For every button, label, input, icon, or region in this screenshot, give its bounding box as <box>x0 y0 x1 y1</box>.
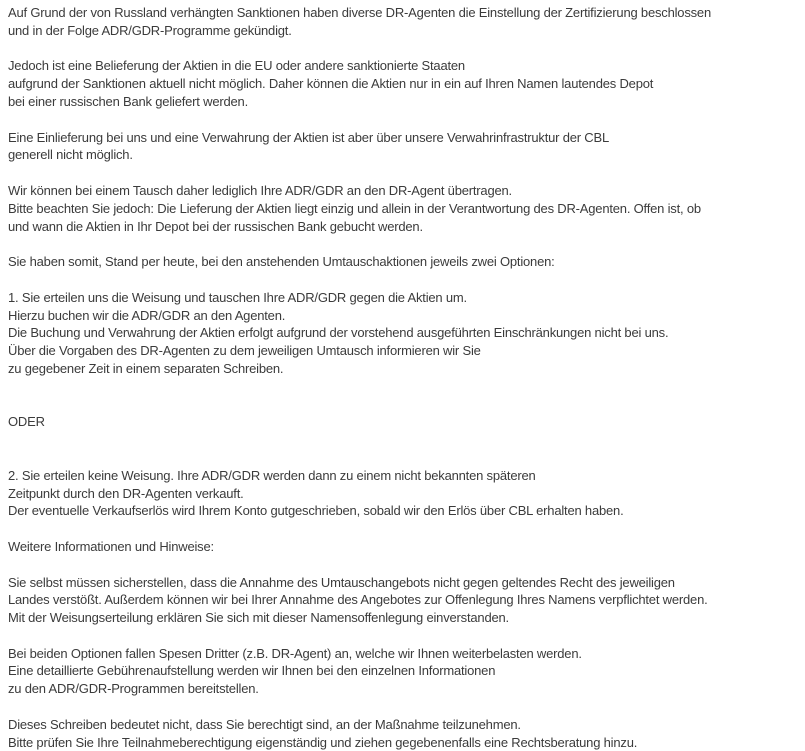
text-line: ODER <box>8 414 45 430</box>
blank-line <box>8 431 805 449</box>
text-line: Hierzu buchen wir die ADR/GDR an den Agenten. <box>8 307 286 323</box>
text-line: Mit der Weisungserteilung erklären Sie sich mit dieser Namensoffenlegung einverstanden. <box>8 610 509 626</box>
blank-line <box>8 378 805 396</box>
text-line: Eine detaillierte Gebührenaufstellung werden wir Ihnen bei den einzelnen Informationen <box>8 663 496 679</box>
blank-line <box>8 627 805 645</box>
text-line: Auf Grund der von Russland verhängten Sanktionen haben diverse DR-Agenten die Einstellung der Zertifizierung beschlossen <box>8 5 711 20</box>
text-line: Bei beiden Optionen fallen Spesen Dritter (z.B. DR-Agent) an, welche wir Ihnen weiterbelasten werden. <box>8 645 582 661</box>
text-line: aufgrund der Sanktionen aktuell nicht möglich. Daher können die Aktien nur in ein auf Ihren Namen lautendes Depot <box>8 76 654 92</box>
text-line: Bitte prüfen Sie Ihre Teilnahmeberechtigung eigenständig und ziehen gegebenenfalls eine Rechtsberatung hinzu. <box>8 734 638 750</box>
text-line: bei einer russischen Bank geliefert werden. <box>8 93 248 109</box>
text-line: Eine Einlieferung bei uns und eine Verwahrung der Aktien ist aber über unsere Verwahrinfrastruktur der CBL <box>8 129 609 145</box>
text-line: Bitte beachten Sie jedoch: Die Lieferung der Aktien liegt einzig und allein in der Verantwortung des DR-Agenten. Offen ist, ob <box>8 200 701 216</box>
blank-line <box>8 235 805 253</box>
text-line: Über die Vorgaben des DR-Agenten zu dem jeweiligen Umtausch informieren wir Sie <box>8 343 481 359</box>
blank-line <box>8 520 805 538</box>
text-line: zu den ADR/GDR-Programmen bereitstellen. <box>8 681 259 697</box>
text-line: 1. Sie erteilen uns die Weisung und tauschen Ihre ADR/GDR gegen die Aktien um. <box>8 289 467 305</box>
text-line: Wir können bei einem Tausch daher lediglich Ihre ADR/GDR an den DR-Agent übertragen. <box>8 182 512 198</box>
text-line: Jedoch ist eine Belieferung der Aktien in die EU oder andere sanktionierte Staaten <box>8 58 465 74</box>
text-line: 2. Sie erteilen keine Weisung. Ihre ADR/GDR werden dann zu einem nicht bekannten späteren <box>8 467 536 483</box>
text-line: und in der Folge ADR/GDR-Programme gekündigt. <box>8 22 292 38</box>
text-line: Sie selbst müssen sicherstellen, dass die Annahme des Umtauschangebots nicht gegen geltendes Recht des jeweiligen <box>8 574 675 590</box>
text-line: Zeitpunkt durch den DR-Agenten verkauft. <box>8 485 244 501</box>
blank-line <box>8 556 805 574</box>
blank-line <box>8 396 805 414</box>
text-line: zu gegebener Zeit in einem separaten Schreiben. <box>8 360 284 376</box>
text-line: generell nicht möglich. <box>8 147 133 163</box>
text-line: Weitere Informationen und Hinweise: <box>8 538 214 554</box>
text-line: Sie haben somit, Stand per heute, bei den anstehenden Umtauschaktionen jeweils zwei Optionen: <box>8 254 555 270</box>
text-line: Die Buchung und Verwahrung der Aktien erfolgt aufgrund der vorstehend ausgeführten Einschränkungen nicht bei uns. <box>8 325 669 341</box>
blank-line <box>8 164 805 182</box>
text-line: Der eventuelle Verkaufserlös wird Ihrem Konto gutgeschrieben, sobald wir den Erlös über CBL erhalten haben. <box>8 503 624 519</box>
text-line: Landes verstößt. Außerdem können wir bei Ihrer Annahme des Angebotes zur Offenlegung Ihres Namens verpflichtet werden. <box>8 592 708 608</box>
blank-line <box>8 449 805 467</box>
blank-line <box>8 40 805 58</box>
blank-line <box>8 271 805 289</box>
blank-line <box>8 111 805 129</box>
text-line: und wann die Aktien in Ihr Depot bei der russischen Bank gebucht werden. <box>8 218 423 234</box>
blank-line <box>8 698 805 716</box>
text-line: Dieses Schreiben bedeutet nicht, dass Sie berechtigt sind, an der Maßnahme teilzunehmen. <box>8 716 521 732</box>
